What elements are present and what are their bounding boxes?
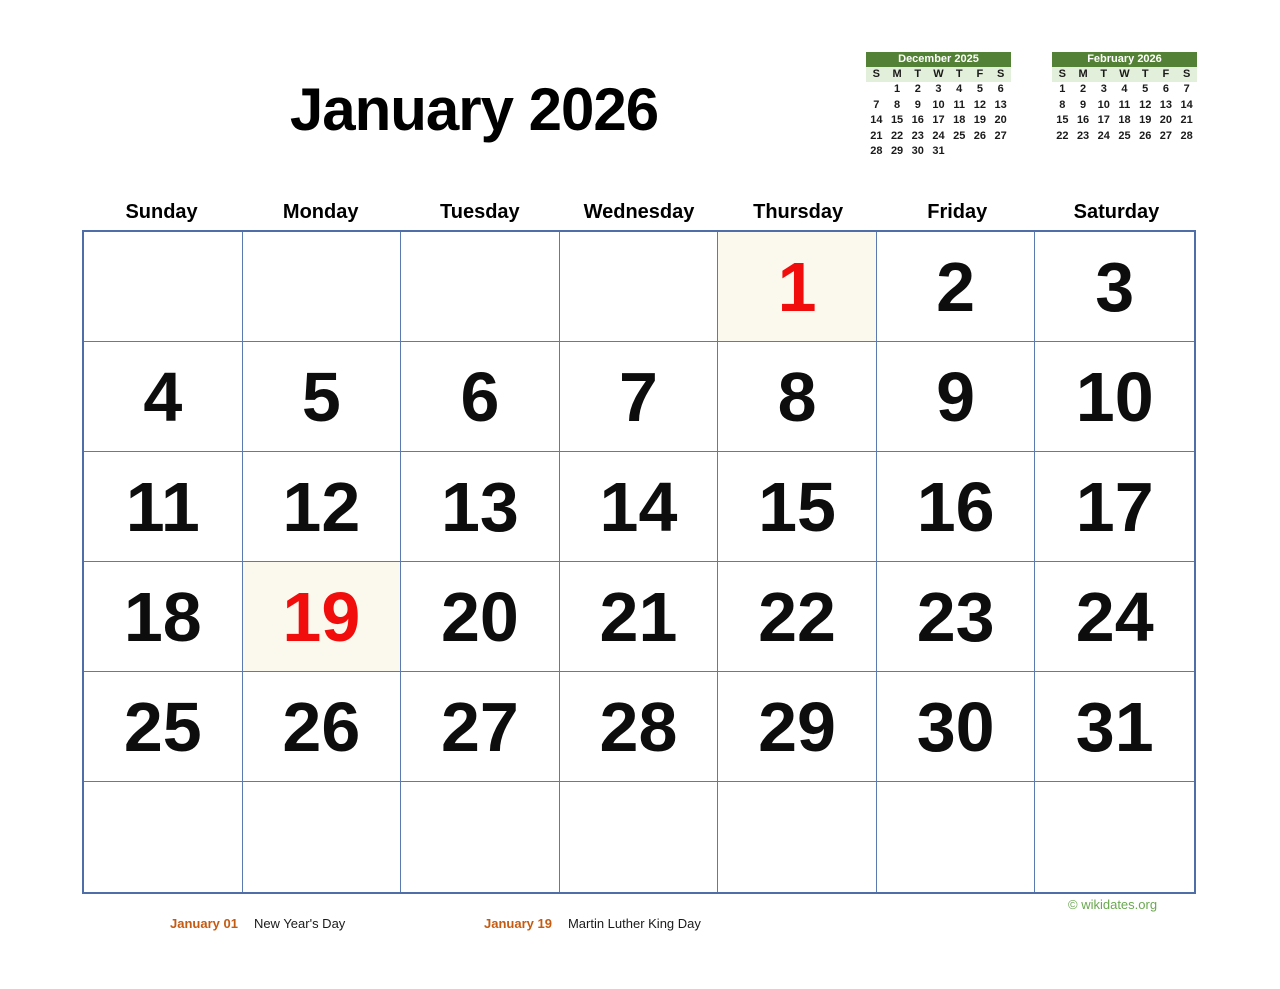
calendar-day-cell xyxy=(243,232,402,342)
calendar-day-cell: 15 xyxy=(718,452,877,562)
attribution-text: © wikidates.org xyxy=(1068,897,1158,912)
mini-dow-label: T xyxy=(1100,68,1108,80)
mini-day-cell: 8 xyxy=(1059,98,1066,111)
mini-day-cell: 2 xyxy=(1080,83,1087,95)
calendar-day-cell xyxy=(1035,782,1194,892)
calendar-day-cell: 6 xyxy=(401,342,560,452)
mini-day-cell: 6 xyxy=(1162,83,1169,95)
calendar-day-cell: 14 xyxy=(560,452,719,562)
calendar-day-cell: 21 xyxy=(560,562,719,672)
holiday-note-mlk xyxy=(484,916,701,931)
mini-calendar-february xyxy=(1052,52,1197,144)
calendar-day-cell xyxy=(877,782,1036,892)
mini-day-cell: 25 xyxy=(1118,129,1131,142)
mini-day-cell: 4 xyxy=(1121,83,1128,95)
weekday-label: Friday xyxy=(927,201,988,223)
mini-day-cell: 19 xyxy=(1139,114,1152,126)
page-title: January 2026 xyxy=(289,76,659,143)
mini-day-cell: 8 xyxy=(894,98,901,111)
calendar-day-cell: 19 xyxy=(243,562,402,672)
mini-day-cell: 29 xyxy=(890,145,904,157)
mini-calendar-dow-row xyxy=(1052,67,1197,82)
mini-dow-label: T xyxy=(1141,68,1149,80)
mini-dow-label: T xyxy=(914,68,922,80)
mini-day-cell: 24 xyxy=(1097,129,1110,142)
calendar-day-cell: 27 xyxy=(401,672,560,782)
mini-day-cell: 25 xyxy=(953,129,966,142)
calendar-day-cell: 28 xyxy=(560,672,719,782)
mini-dow-label: M xyxy=(1078,68,1088,80)
mini-day-cell: 16 xyxy=(1076,114,1090,126)
mini-day-cell xyxy=(970,144,991,160)
holiday-note-new-years xyxy=(170,916,345,931)
mini-day-cell: 14 xyxy=(870,114,883,126)
mini-day-cell: 5 xyxy=(1142,83,1149,95)
calendar-day-cell: 25 xyxy=(84,672,243,782)
mini-day-cell: 9 xyxy=(914,98,921,111)
calendar-day-cell: 16 xyxy=(877,452,1036,562)
calendar-day-cell: 23 xyxy=(877,562,1036,672)
calendar-day-cell xyxy=(560,232,719,342)
mini-day-cell: 15 xyxy=(1056,114,1069,126)
mini-day-cell: 2 xyxy=(914,83,921,95)
mini-day-cell: 27 xyxy=(994,129,1007,142)
mini-day-cell xyxy=(866,82,887,98)
calendar-day-cell: 18 xyxy=(84,562,243,672)
calendar-day-cell: 5 xyxy=(243,342,402,452)
calendar-day-cell: 29 xyxy=(718,672,877,782)
calendar-day-cell: 13 xyxy=(401,452,560,562)
calendar-day-cell xyxy=(718,782,877,892)
mini-day-cell: 26 xyxy=(973,129,987,142)
mini-dow-label: W xyxy=(1119,68,1130,80)
mini-day-cell: 7 xyxy=(1183,83,1190,95)
mini-calendar-days xyxy=(1052,82,1197,144)
main-calendar-grid xyxy=(82,230,1196,894)
mini-day-cell: 1 xyxy=(1059,83,1066,95)
mini-day-cell: 14 xyxy=(1180,98,1193,111)
mini-day-cell: 26 xyxy=(1139,129,1152,142)
weekday-label: Sunday xyxy=(125,201,198,223)
mini-day-cell: 6 xyxy=(997,83,1004,95)
holiday-date: January 19 xyxy=(484,916,552,931)
mini-day-cell: 3 xyxy=(935,83,942,95)
mini-day-cell xyxy=(949,144,970,160)
mini-day-cell: 3 xyxy=(1100,83,1107,95)
mini-day-cell: 7 xyxy=(873,98,880,111)
mini-day-cell: 13 xyxy=(1159,98,1173,111)
mini-day-cell xyxy=(990,144,1011,160)
mini-day-cell: 19 xyxy=(973,114,987,126)
mini-dow-label: W xyxy=(933,68,944,80)
mini-day-cell: 5 xyxy=(976,83,983,95)
weekday-label: Wednesday xyxy=(583,201,695,223)
calendar-day-cell: 8 xyxy=(718,342,877,452)
mini-day-cell: 4 xyxy=(956,83,963,95)
mini-day-cell: 11 xyxy=(1118,98,1131,111)
mini-day-cell: 9 xyxy=(1080,98,1087,111)
calendar-day-cell: 20 xyxy=(401,562,560,672)
calendar-day-cell xyxy=(84,782,243,892)
mini-day-cell: 1 xyxy=(894,83,901,95)
mini-dow-label: M xyxy=(892,68,902,80)
mini-day-cell: 12 xyxy=(1139,98,1152,111)
mini-day-cell: 30 xyxy=(911,145,924,157)
mini-day-cell: 13 xyxy=(994,98,1007,111)
calendar-day-cell: 11 xyxy=(84,452,243,562)
calendar-day-cell: 7 xyxy=(560,342,719,452)
calendar-day-cell: 31 xyxy=(1035,672,1194,782)
weekday-header-row xyxy=(82,201,1196,224)
weekday-label: Thursday xyxy=(753,201,844,223)
calendar-day-cell: 22 xyxy=(718,562,877,672)
mini-dow-label: S xyxy=(1182,68,1191,80)
calendar-day-cell: 1 xyxy=(718,232,877,342)
calendar-day-cell xyxy=(84,232,243,342)
mini-day-cell: 10 xyxy=(1097,98,1110,111)
mini-day-cell: 18 xyxy=(953,114,966,126)
mini-calendar-days xyxy=(866,82,1011,160)
weekday-label: Tuesday xyxy=(440,201,520,223)
mini-dow-label: S xyxy=(872,68,881,80)
mini-day-cell: 11 xyxy=(953,98,966,111)
calendar-day-cell xyxy=(401,232,560,342)
mini-day-cell: 28 xyxy=(1180,129,1193,142)
mini-day-cell: 16 xyxy=(911,114,924,126)
weekday-label: Monday xyxy=(282,201,359,223)
mini-day-cell: 28 xyxy=(870,145,883,157)
calendar-day-cell: 26 xyxy=(243,672,402,782)
calendar-day-cell: 30 xyxy=(877,672,1036,782)
mini-dow-label: T xyxy=(955,68,963,80)
mini-day-cell: 22 xyxy=(1056,129,1069,142)
mini-dow-label: F xyxy=(1162,68,1170,80)
calendar-day-cell xyxy=(560,782,719,892)
mini-day-cell: 20 xyxy=(1159,114,1173,126)
holiday-name: New Year's Day xyxy=(253,916,346,931)
mini-day-cell: 31 xyxy=(932,145,945,157)
mini-day-cell: 17 xyxy=(932,114,945,126)
calendar-day-cell: 17 xyxy=(1035,452,1194,562)
calendar-day-cell: 10 xyxy=(1035,342,1194,452)
mini-day-cell: 15 xyxy=(890,114,904,126)
mini-day-cell: 17 xyxy=(1097,114,1110,126)
mini-day-cell: 21 xyxy=(1180,114,1193,126)
calendar-day-cell: 4 xyxy=(84,342,243,452)
mini-day-cell: 10 xyxy=(932,98,945,111)
calendar-day-cell xyxy=(243,782,402,892)
calendar-day-cell xyxy=(401,782,560,892)
mini-day-cell: 22 xyxy=(890,129,904,142)
calendar-day-cell: 12 xyxy=(243,452,402,562)
weekday-label: Saturday xyxy=(1073,201,1160,223)
calendar-day-cell: 24 xyxy=(1035,562,1194,672)
mini-dow-label: F xyxy=(976,68,984,80)
mini-day-cell: 20 xyxy=(994,114,1007,126)
mini-day-cell: 24 xyxy=(932,129,945,142)
mini-calendar-title: December 2025 xyxy=(866,52,1011,67)
mini-calendar-december xyxy=(866,52,1011,160)
mini-day-cell: 21 xyxy=(870,129,883,142)
holiday-date: January 01 xyxy=(170,916,238,931)
calendar-day-cell: 2 xyxy=(877,232,1036,342)
mini-day-cell: 12 xyxy=(973,98,987,111)
mini-day-cell: 18 xyxy=(1118,114,1131,126)
holiday-name: Martin Luther King Day xyxy=(567,916,701,931)
mini-dow-label: S xyxy=(996,68,1005,80)
calendar-day-cell: 9 xyxy=(877,342,1036,452)
mini-day-cell: 27 xyxy=(1159,129,1173,142)
attribution xyxy=(1068,897,1157,912)
calendar-day-cell: 3 xyxy=(1035,232,1194,342)
mini-calendar-dow-row xyxy=(866,67,1011,82)
mini-dow-label: S xyxy=(1058,68,1067,80)
mini-day-cell: 23 xyxy=(1076,129,1090,142)
mini-day-cell: 23 xyxy=(911,129,924,142)
mini-calendar-title: February 2026 xyxy=(1052,52,1197,67)
